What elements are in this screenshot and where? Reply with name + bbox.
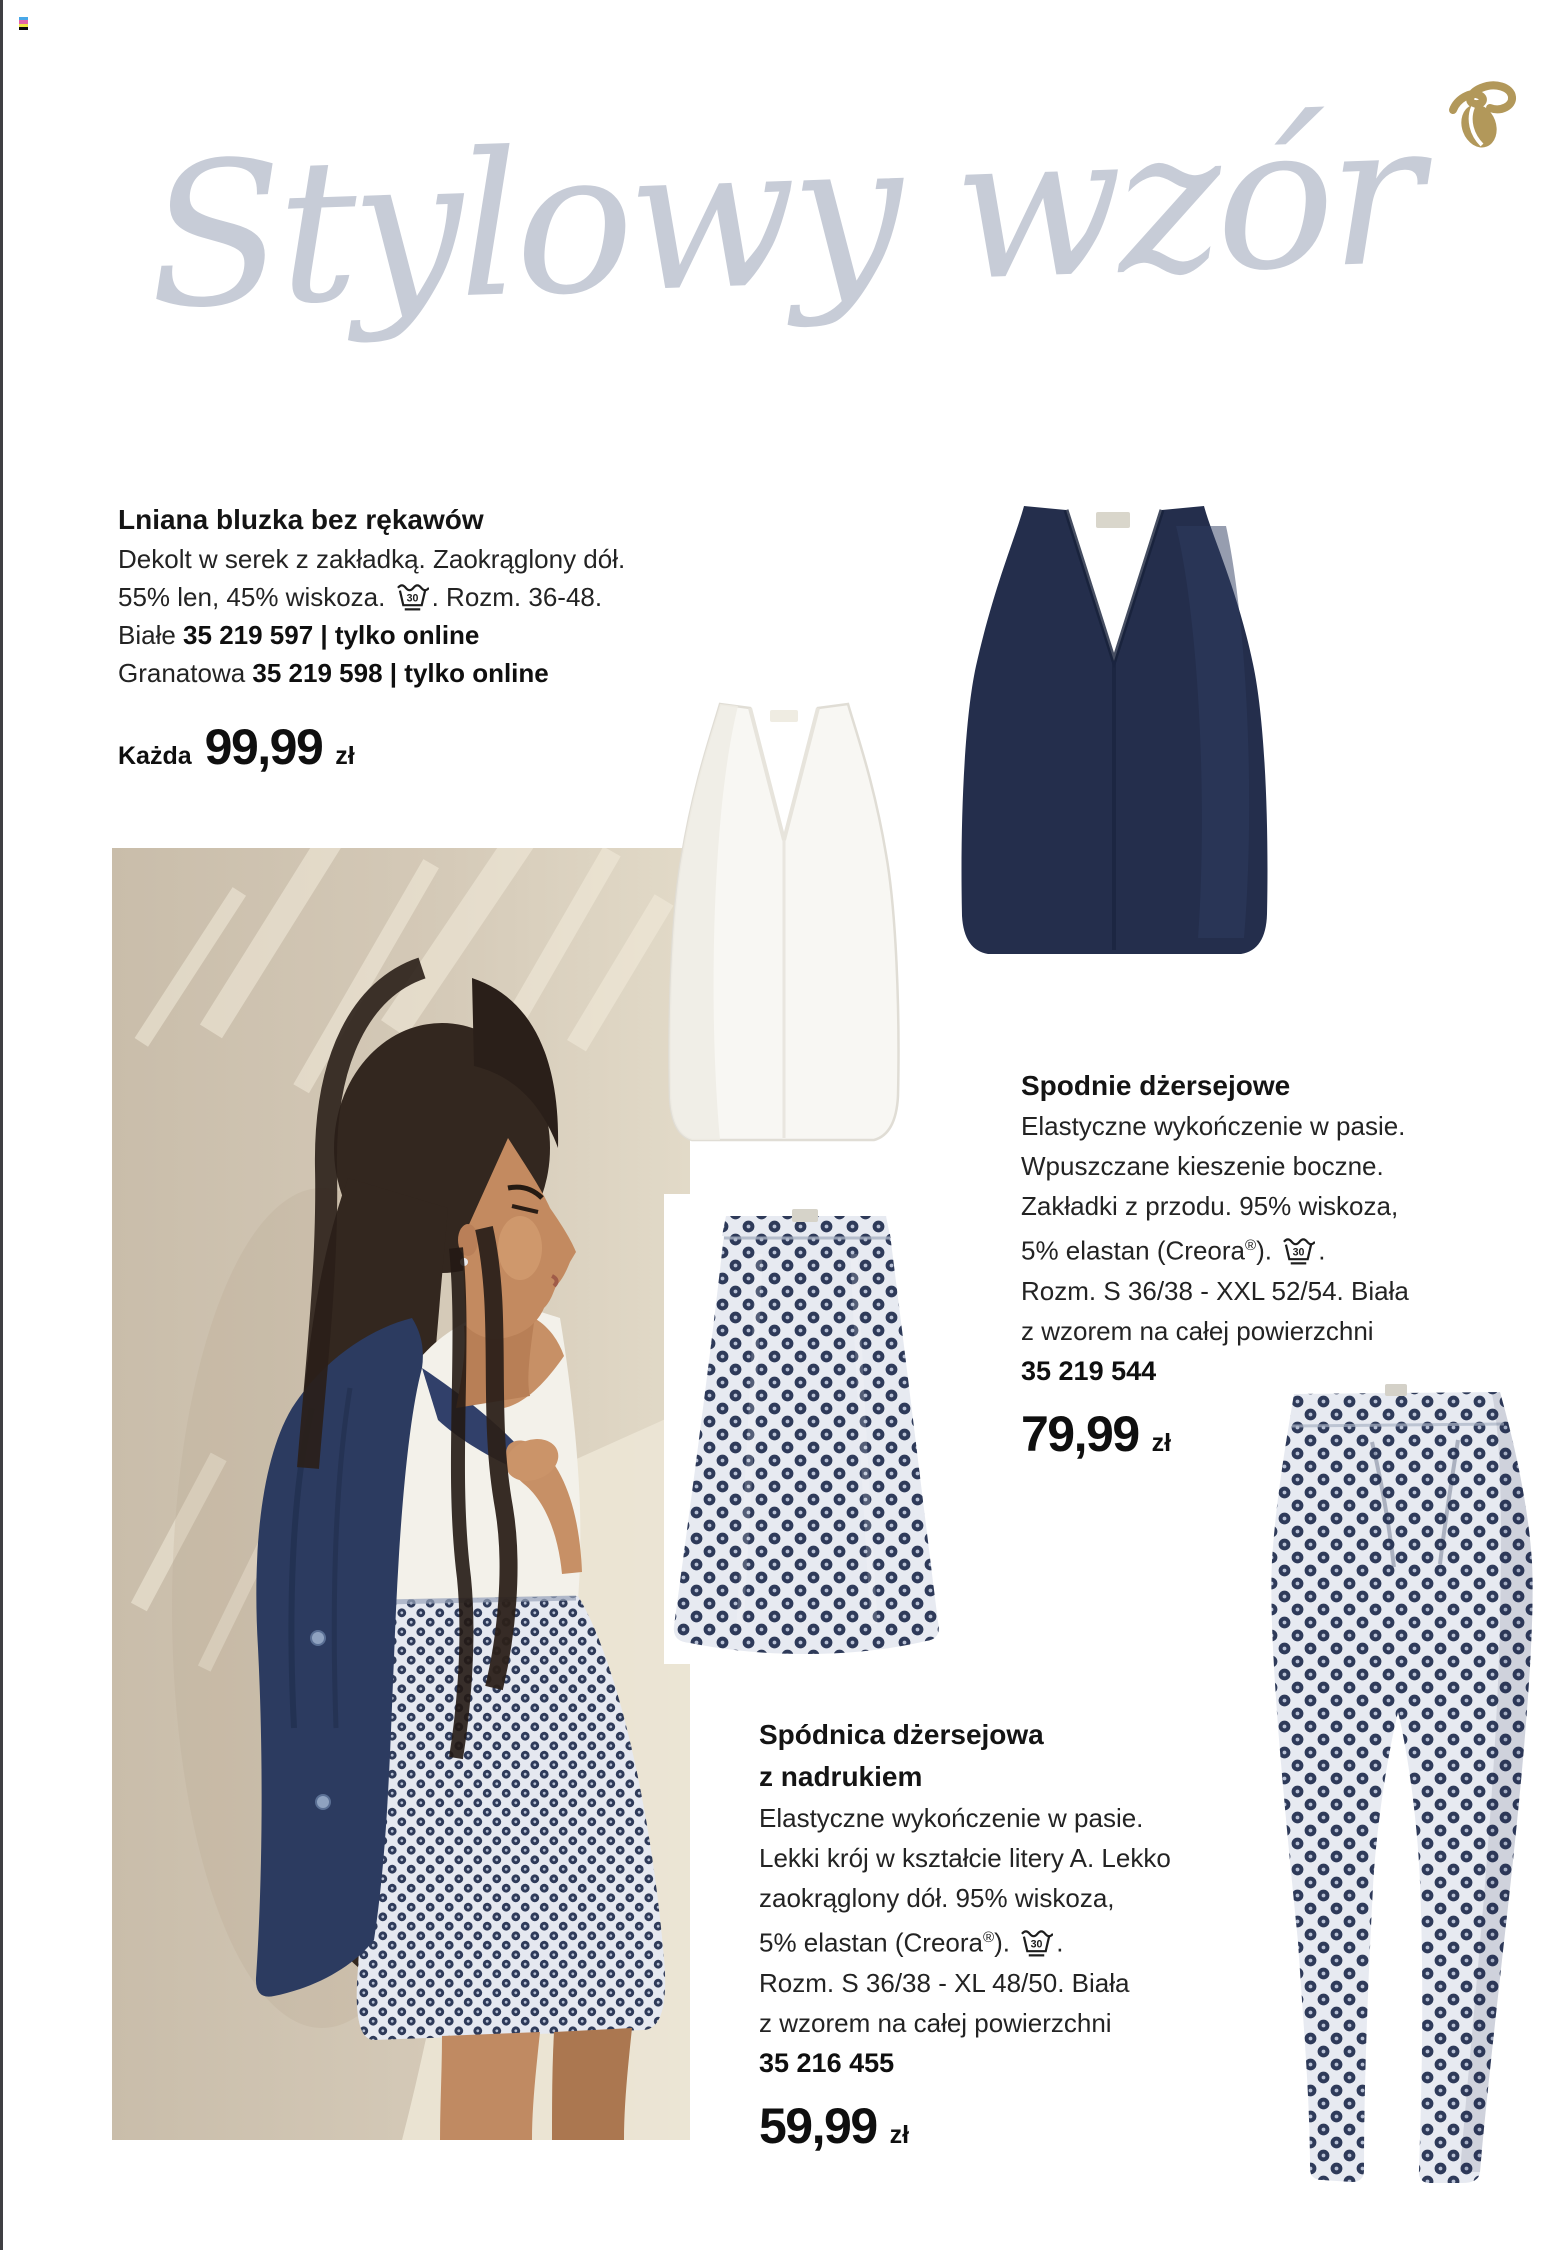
product-title: z nadrukiem xyxy=(759,1761,923,1792)
product-description-line: 5% elastan (Creora®). 30 . xyxy=(759,1927,1064,1958)
svg-text:30: 30 xyxy=(406,592,419,605)
price-currency: zł xyxy=(889,2120,910,2149)
wash-30-icon xyxy=(1020,1927,1053,1957)
product-description-line: 5% elastan (Creora®). 30 . xyxy=(1021,1235,1326,1266)
navy-blouse-image xyxy=(946,496,1283,990)
product-description-line: Lekki krój w kształcie litery A. Lekko xyxy=(759,1843,1171,1873)
variant-note: tylko online xyxy=(404,658,549,688)
product-description-line: Rozm. S 36/38 - XXL 52/54. Biała xyxy=(1021,1275,1409,1306)
cardigan-button xyxy=(316,1795,330,1809)
product-description-line: Dekolt w serek z zakładką. Zaokrąglony dół. xyxy=(118,544,626,574)
product-description-line: 55% len, 45% wiskoza. 30 . Rozm. 36-48. xyxy=(118,582,603,612)
print-mark-black xyxy=(19,27,28,30)
waist-tag xyxy=(792,1209,818,1222)
product-price-row xyxy=(118,718,718,776)
product-description-line: Zakładki z przodu. 95% wiskoza, xyxy=(1021,1191,1399,1221)
skirt-product-image xyxy=(664,1194,948,1664)
registered-trademark-icon: ® xyxy=(1245,1237,1257,1254)
svg-text:30: 30 xyxy=(1030,1937,1043,1950)
wash-30-icon xyxy=(396,581,429,611)
product-sku: 35 219 544 xyxy=(1021,1355,1157,1386)
variant-color-label: Białe xyxy=(118,620,184,650)
page-scan-edge xyxy=(0,0,3,2250)
product-title: Lniana bluzka bez rękawów xyxy=(118,504,484,535)
product-description-line: zaokrąglony dół. 95% wiskoza, xyxy=(759,1883,1115,1913)
variant-sku: 35 219 597 xyxy=(183,620,314,650)
product-description-line: Rozm. S 36/38 - XL 48/50. Biała xyxy=(759,1967,1130,1998)
svg-text:30: 30 xyxy=(1292,1245,1305,1258)
neck-label xyxy=(1096,512,1130,528)
variant-sku: 35 219 598 xyxy=(252,658,383,688)
variant-note: tylko online xyxy=(334,620,480,650)
leg xyxy=(552,2028,632,2140)
separator: | xyxy=(382,658,405,688)
product-price-row xyxy=(1021,1405,1541,1463)
variant-color-label: Granatowa xyxy=(118,658,253,688)
product-variant-line xyxy=(118,616,718,654)
price-amount: 79,99 xyxy=(1021,1405,1139,1462)
price-amount: 59,99 xyxy=(759,2097,877,2154)
product-description-line: Elastyczne wykończenie w pasie. xyxy=(1021,1111,1406,1141)
model-photo xyxy=(112,848,690,2140)
price-prefix: Każda xyxy=(118,742,192,770)
product-title: Spódnica dżersejowa xyxy=(759,1719,1044,1750)
neck-label xyxy=(770,710,798,722)
product-block-spodnie-dzersejowe xyxy=(1021,1066,1541,1463)
product-description-line: Elastyczne wykończenie w pasie. xyxy=(759,1803,1144,1833)
registered-trademark-icon: ® xyxy=(983,1929,995,1946)
product-block-lniana-bluzka xyxy=(118,500,718,776)
product-price-row xyxy=(759,2097,1299,2155)
print-registration-mark xyxy=(19,17,28,30)
separator: | xyxy=(313,620,335,650)
cardigan-button xyxy=(311,1631,325,1645)
product-variant-line xyxy=(118,654,718,692)
product-block-spodnica-dzersejowa xyxy=(759,1714,1299,2155)
wash-30-icon xyxy=(1282,1235,1315,1265)
product-description-line: Wpuszczane kieszenie boczne. xyxy=(1021,1151,1384,1181)
price-currency: zł xyxy=(335,742,355,770)
product-sku: 35 216 455 xyxy=(759,2047,895,2078)
product-description-line: z wzorem na całej powierzchni xyxy=(1021,1315,1374,1346)
product-description-line: z wzorem na całej powierzchni xyxy=(759,2007,1112,2038)
price-amount: 99,99 xyxy=(204,719,323,775)
price-currency: zł xyxy=(1151,1428,1172,1457)
leg xyxy=(440,2032,540,2140)
product-title: Spodnie dżersejowe xyxy=(1021,1070,1291,1101)
page-headline: Stylowy wzór xyxy=(144,77,1422,353)
